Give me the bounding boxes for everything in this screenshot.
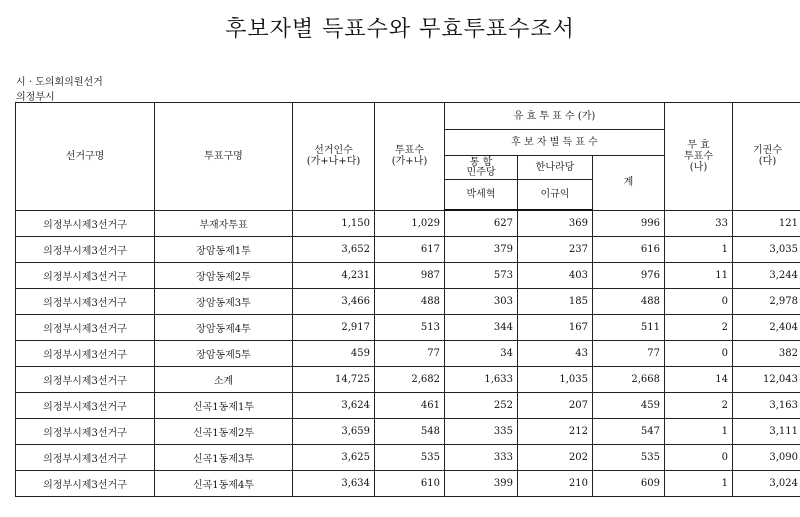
abstain-cell: 3,024 [733,471,800,497]
voters-cell: 3,652 [293,237,375,263]
table-row [16,341,800,367]
district-cell: 의정부시제3선거구 [16,263,155,289]
document-title: 후보자별 득표수와 무효투표수조서 [225,17,575,42]
poll-cell: 신곡1동제3투 [155,445,293,471]
candidate1-votes-cell: 335 [445,419,518,445]
header-voters-line2: (가+나+다) [306,156,361,168]
ballots-cell: 77 [375,341,445,367]
invalid-votes-cell: 2 [665,393,733,419]
candidate1-votes-cell: 379 [445,237,518,263]
candidate1-votes-cell: 344 [445,315,518,341]
total-votes-cell: 2,668 [593,367,665,393]
voters-cell: 3,466 [293,289,375,315]
invalid-votes-cell: 33 [665,210,733,237]
header-party1-line1: 통 합 [469,156,493,168]
abstain-cell: 3,090 [733,445,800,471]
abstain-cell: 2,978 [733,289,800,315]
header-voters [293,103,375,211]
poll-cell: 신곡1동제4투 [155,471,293,497]
ballots-cell: 488 [375,289,445,315]
header-abstain-line2: (다) [758,156,777,168]
abstain-cell: 12,043 [733,367,800,393]
poll-cell: 장암동제4투 [155,315,293,341]
voters-cell: 3,624 [293,393,375,419]
poll-cell: 장암동제3투 [155,289,293,315]
candidate2-votes-cell: 210 [518,471,593,497]
poll-cell: 장암동제5투 [155,341,293,367]
candidate2-votes-cell: 207 [518,393,593,419]
header-invalid-line2: 투표수 [684,150,713,162]
abstain-cell: 3,035 [733,237,800,263]
candidate1-votes-cell: 627 [445,210,518,237]
voters-cell: 3,625 [293,445,375,471]
poll-cell: 장암동제1투 [155,237,293,263]
table-row [16,393,800,419]
table-row [16,315,800,341]
table-row [16,237,800,263]
voters-cell: 3,659 [293,419,375,445]
candidate1-votes-cell: 34 [445,341,518,367]
header-abstain [733,103,800,211]
total-votes-cell: 616 [593,237,665,263]
candidate2-votes-cell: 212 [518,419,593,445]
header-abstain-line1: 기권수 [753,145,782,157]
invalid-votes-cell: 0 [665,341,733,367]
header-candidate-votes: 후 보 자 별 득 표 수 [445,130,665,156]
district-cell: 의정부시제3선거구 [16,419,155,445]
voters-cell: 3,634 [293,471,375,497]
total-votes-cell: 609 [593,471,665,497]
poll-cell: 신곡1동제1투 [155,393,293,419]
table-row [16,289,800,315]
ballots-cell: 513 [375,315,445,341]
ballots-cell: 548 [375,419,445,445]
total-votes-cell: 996 [593,210,665,237]
candidate1-votes-cell: 573 [445,263,518,289]
ballots-cell: 1,029 [375,210,445,237]
header-voters-line1: 선거인수 [314,145,353,157]
candidate2-votes-cell: 237 [518,237,593,263]
candidate1-votes-cell: 252 [445,393,518,419]
candidate1-votes-cell: 333 [445,445,518,471]
header-party1 [445,156,518,180]
header-party1-line2: 민주당 [466,166,496,178]
invalid-votes-cell: 2 [665,315,733,341]
district-cell: 의정부시제3선거구 [16,315,155,341]
candidate2-votes-cell: 202 [518,445,593,471]
total-votes-cell: 976 [593,263,665,289]
table-row [16,367,800,393]
abstain-cell: 382 [733,341,800,367]
header-ballots [375,103,445,211]
total-votes-cell: 511 [593,315,665,341]
total-votes-cell: 547 [593,419,665,445]
election-type-label: 시 · 도의회의원선거 [16,77,103,88]
voters-cell: 1,150 [293,210,375,237]
candidate2-votes-cell: 185 [518,289,593,315]
header-district: 선거구명 [16,103,155,211]
table-row [16,445,800,471]
poll-cell: 장암동제2투 [155,263,293,289]
ballots-cell: 987 [375,263,445,289]
header-valid-votes: 유 효 투 표 수 (가) [445,103,665,130]
abstain-cell: 3,111 [733,419,800,445]
invalid-votes-cell: 1 [665,471,733,497]
poll-cell: 소계 [155,367,293,393]
district-cell: 의정부시제3선거구 [16,367,155,393]
table-row [16,419,800,445]
ballots-cell: 610 [375,471,445,497]
candidate2-votes-cell: 369 [518,210,593,237]
invalid-votes-cell: 0 [665,445,733,471]
header-total: 계 [593,156,665,211]
ballots-cell: 535 [375,445,445,471]
district-cell: 의정부시제3선거구 [16,471,155,497]
poll-cell: 신곡1동제2투 [155,419,293,445]
city-label: 의정부시 [16,92,55,103]
header-party2: 한나라당 [518,156,593,180]
invalid-votes-cell: 1 [665,419,733,445]
results-table [15,102,800,497]
district-cell: 의정부시제3선거구 [16,393,155,419]
candidate2-votes-cell: 43 [518,341,593,367]
table-row [16,471,800,497]
total-votes-cell: 535 [593,445,665,471]
candidate1-votes-cell: 399 [445,471,518,497]
abstain-cell: 3,244 [733,263,800,289]
table-row [16,210,800,237]
voters-cell: 14,725 [293,367,375,393]
abstain-cell: 121 [733,210,800,237]
abstain-cell: 2,404 [733,315,800,341]
district-cell: 의정부시제3선거구 [16,445,155,471]
header-invalid [665,103,733,211]
header-ballots-line1: 투표수 [395,145,424,157]
voters-cell: 4,231 [293,263,375,289]
invalid-votes-cell: 1 [665,237,733,263]
district-cell: 의정부시제3선거구 [16,289,155,315]
ballots-cell: 2,682 [375,367,445,393]
header-invalid-line3: (나) [689,161,708,173]
ballots-cell: 617 [375,237,445,263]
district-cell: 의정부시제3선거구 [16,341,155,367]
voters-cell: 459 [293,341,375,367]
district-cell: 의정부시제3선거구 [16,237,155,263]
poll-cell: 부재자투표 [155,210,293,237]
candidate1-votes-cell: 1,633 [445,367,518,393]
header-candidate2: 이규익 [518,180,593,211]
candidate2-votes-cell: 403 [518,263,593,289]
candidate2-votes-cell: 1,035 [518,367,593,393]
header-ballots-line2: (가+나) [391,156,428,168]
voters-cell: 2,917 [293,315,375,341]
table-row [16,263,800,289]
invalid-votes-cell: 11 [665,263,733,289]
abstain-cell: 3,163 [733,393,800,419]
header-invalid-line1: 무 효 [687,139,710,151]
invalid-votes-cell: 14 [665,367,733,393]
header-poll: 투표구명 [155,103,293,211]
district-cell: 의정부시제3선거구 [16,210,155,237]
invalid-votes-cell: 0 [665,289,733,315]
total-votes-cell: 459 [593,393,665,419]
ballots-cell: 461 [375,393,445,419]
total-votes-cell: 488 [593,289,665,315]
candidate2-votes-cell: 167 [518,315,593,341]
total-votes-cell: 77 [593,341,665,367]
header-candidate1: 박세혁 [445,180,518,211]
candidate1-votes-cell: 303 [445,289,518,315]
